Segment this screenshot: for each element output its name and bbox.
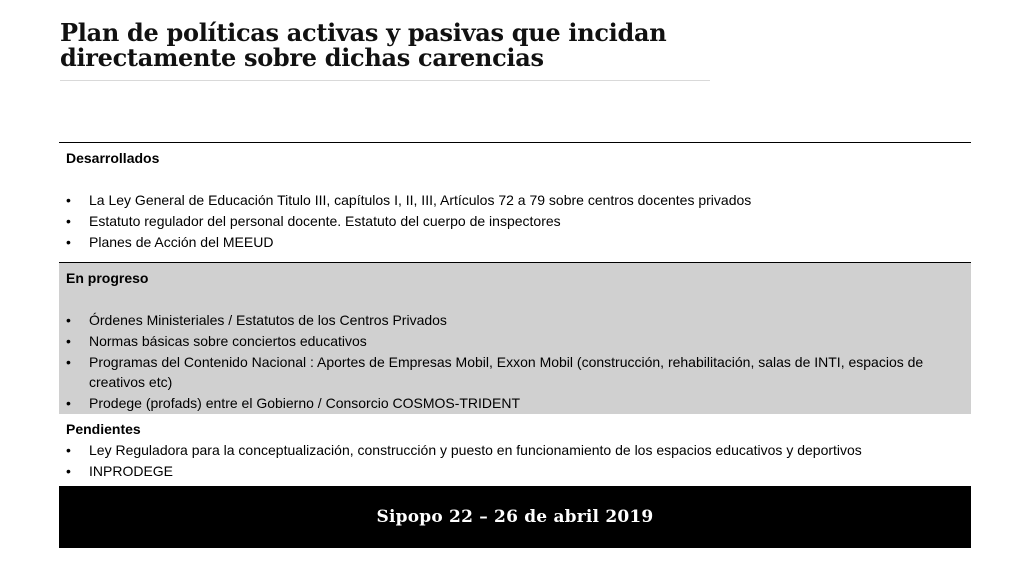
list-item-text: Prodege (profads) entre el Gobierno / Consorcio COSMOS-TRIDENT (89, 395, 521, 411)
list-desarrollados (66, 190, 963, 252)
section-heading-en-progreso: En progreso (66, 270, 149, 286)
list-item-text: Ley Reguladora para la conceptualización, construcción y puesto en funcionamiento de los espacios educativos y deportivos (89, 442, 862, 458)
bullet-icon: • (66, 192, 71, 208)
bullet-icon: • (66, 354, 71, 370)
list-item (66, 211, 963, 231)
list-item (66, 310, 963, 330)
bullet-icon: • (66, 234, 71, 250)
footer-text: Sipopo 22 – 26 de abril 2019 (376, 507, 654, 527)
list-item (66, 331, 963, 351)
section-heading-desarrollados: Desarrollados (66, 150, 160, 166)
list-item-text: Normas básicas sobre conciertos educativos (89, 333, 367, 349)
list-item-text: La Ley General de Educación Titulo III, capítulos I, II, III, Artículos 72 a 79 sobre centros docentes privados (89, 192, 752, 208)
list-item (66, 352, 963, 392)
list-item (66, 461, 963, 481)
bullet-icon: • (66, 213, 71, 229)
section-heading-pendientes: Pendientes (66, 421, 141, 437)
bullet-icon: • (66, 312, 71, 328)
title-divider (60, 80, 710, 81)
list-item (66, 232, 963, 252)
list-pendientes (66, 440, 963, 481)
list-item (66, 190, 963, 210)
bullet-icon: • (66, 442, 71, 458)
footer-bar (59, 486, 971, 548)
section-pendientes (59, 414, 971, 497)
list-item-text: INPRODEGE (89, 463, 174, 479)
list-item (66, 393, 963, 413)
list-item-text: Planes de Acción del MEEUD (89, 234, 274, 250)
list-item-text: Órdenes Ministeriales / Estatutos de los Centros Privados (89, 312, 447, 328)
section-desarrollados (59, 143, 971, 263)
list-item (66, 440, 963, 460)
bullet-icon: • (66, 395, 71, 411)
slide-title: Plan de políticas activas y pasivas que incidan directamente sobre dichas carencias (60, 18, 667, 72)
list-item-text: Programas del Contenido Nacional : Aportes de Empresas Mobil, Exxon Mobil (construcción, rehabilitación, salas de INTI, espacios de creativos etc) (89, 354, 924, 390)
list-item-text: Estatuto regulador del personal docente. Estatuto del cuerpo de inspectores (89, 213, 561, 229)
list-en-progreso (66, 310, 963, 413)
section-en-progreso (59, 263, 971, 414)
policy-table (59, 142, 971, 497)
bullet-icon: • (66, 463, 71, 479)
bullet-icon: • (66, 333, 71, 349)
